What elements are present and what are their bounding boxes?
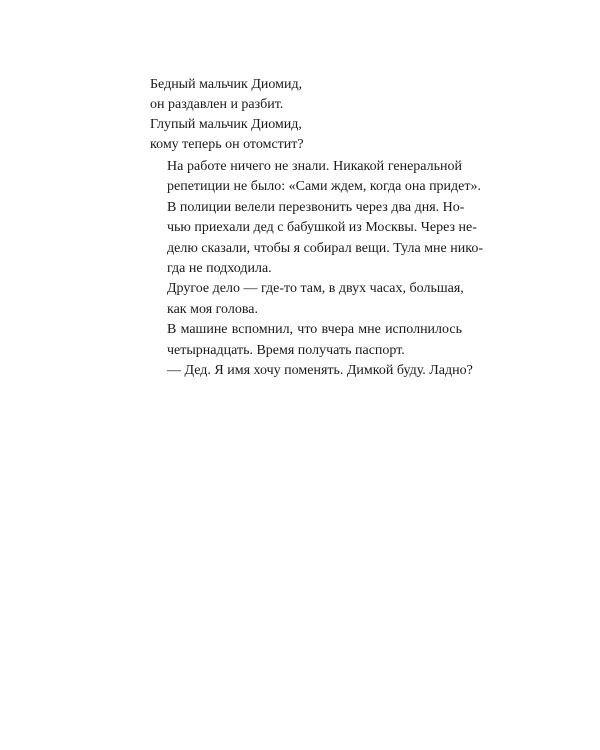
paragraph [150, 361, 473, 381]
text-line: делю сказали, чтобы я собирал вещи. Тула мне нико- [167, 240, 483, 256]
poem-line: Глупый мальчик Диомид, [150, 117, 302, 132]
poem-line: Бедный мальчик Диомид, [150, 77, 303, 92]
text-line: как моя голова. [167, 301, 258, 317]
poem-line: кому теперь он отомстит? [150, 137, 304, 152]
paragraph [150, 157, 483, 279]
poem-line: он раздавлен и разбит. [150, 97, 284, 112]
text-line: гда не подходила. [167, 261, 272, 277]
paragraph [150, 279, 462, 320]
text-line: — Дед. Я имя хочу поменять. Димкой буду. Ладно? [167, 363, 473, 379]
text-line: В машине вспомнил, что вчера мне исполнилось [167, 322, 462, 338]
poem-stanza [150, 75, 470, 155]
text-line: чью приехали дед с бабушкой из Москвы. Через не- [167, 220, 477, 236]
text-line: В полиции велели перезвонить через два дня. Но- [167, 199, 465, 215]
text-line: На работе ничего не знали. Никакой генеральной [167, 159, 462, 174]
text-line: четырнадцать. Время получать паспорт. [167, 342, 405, 358]
prose-body [150, 157, 483, 381]
text-line: репетиции не было: «Сами ждем, когда она придет». [167, 179, 482, 195]
text-line: Другое дело — где-то там, в двух часах, большая, [167, 281, 464, 297]
paragraph [150, 320, 462, 361]
